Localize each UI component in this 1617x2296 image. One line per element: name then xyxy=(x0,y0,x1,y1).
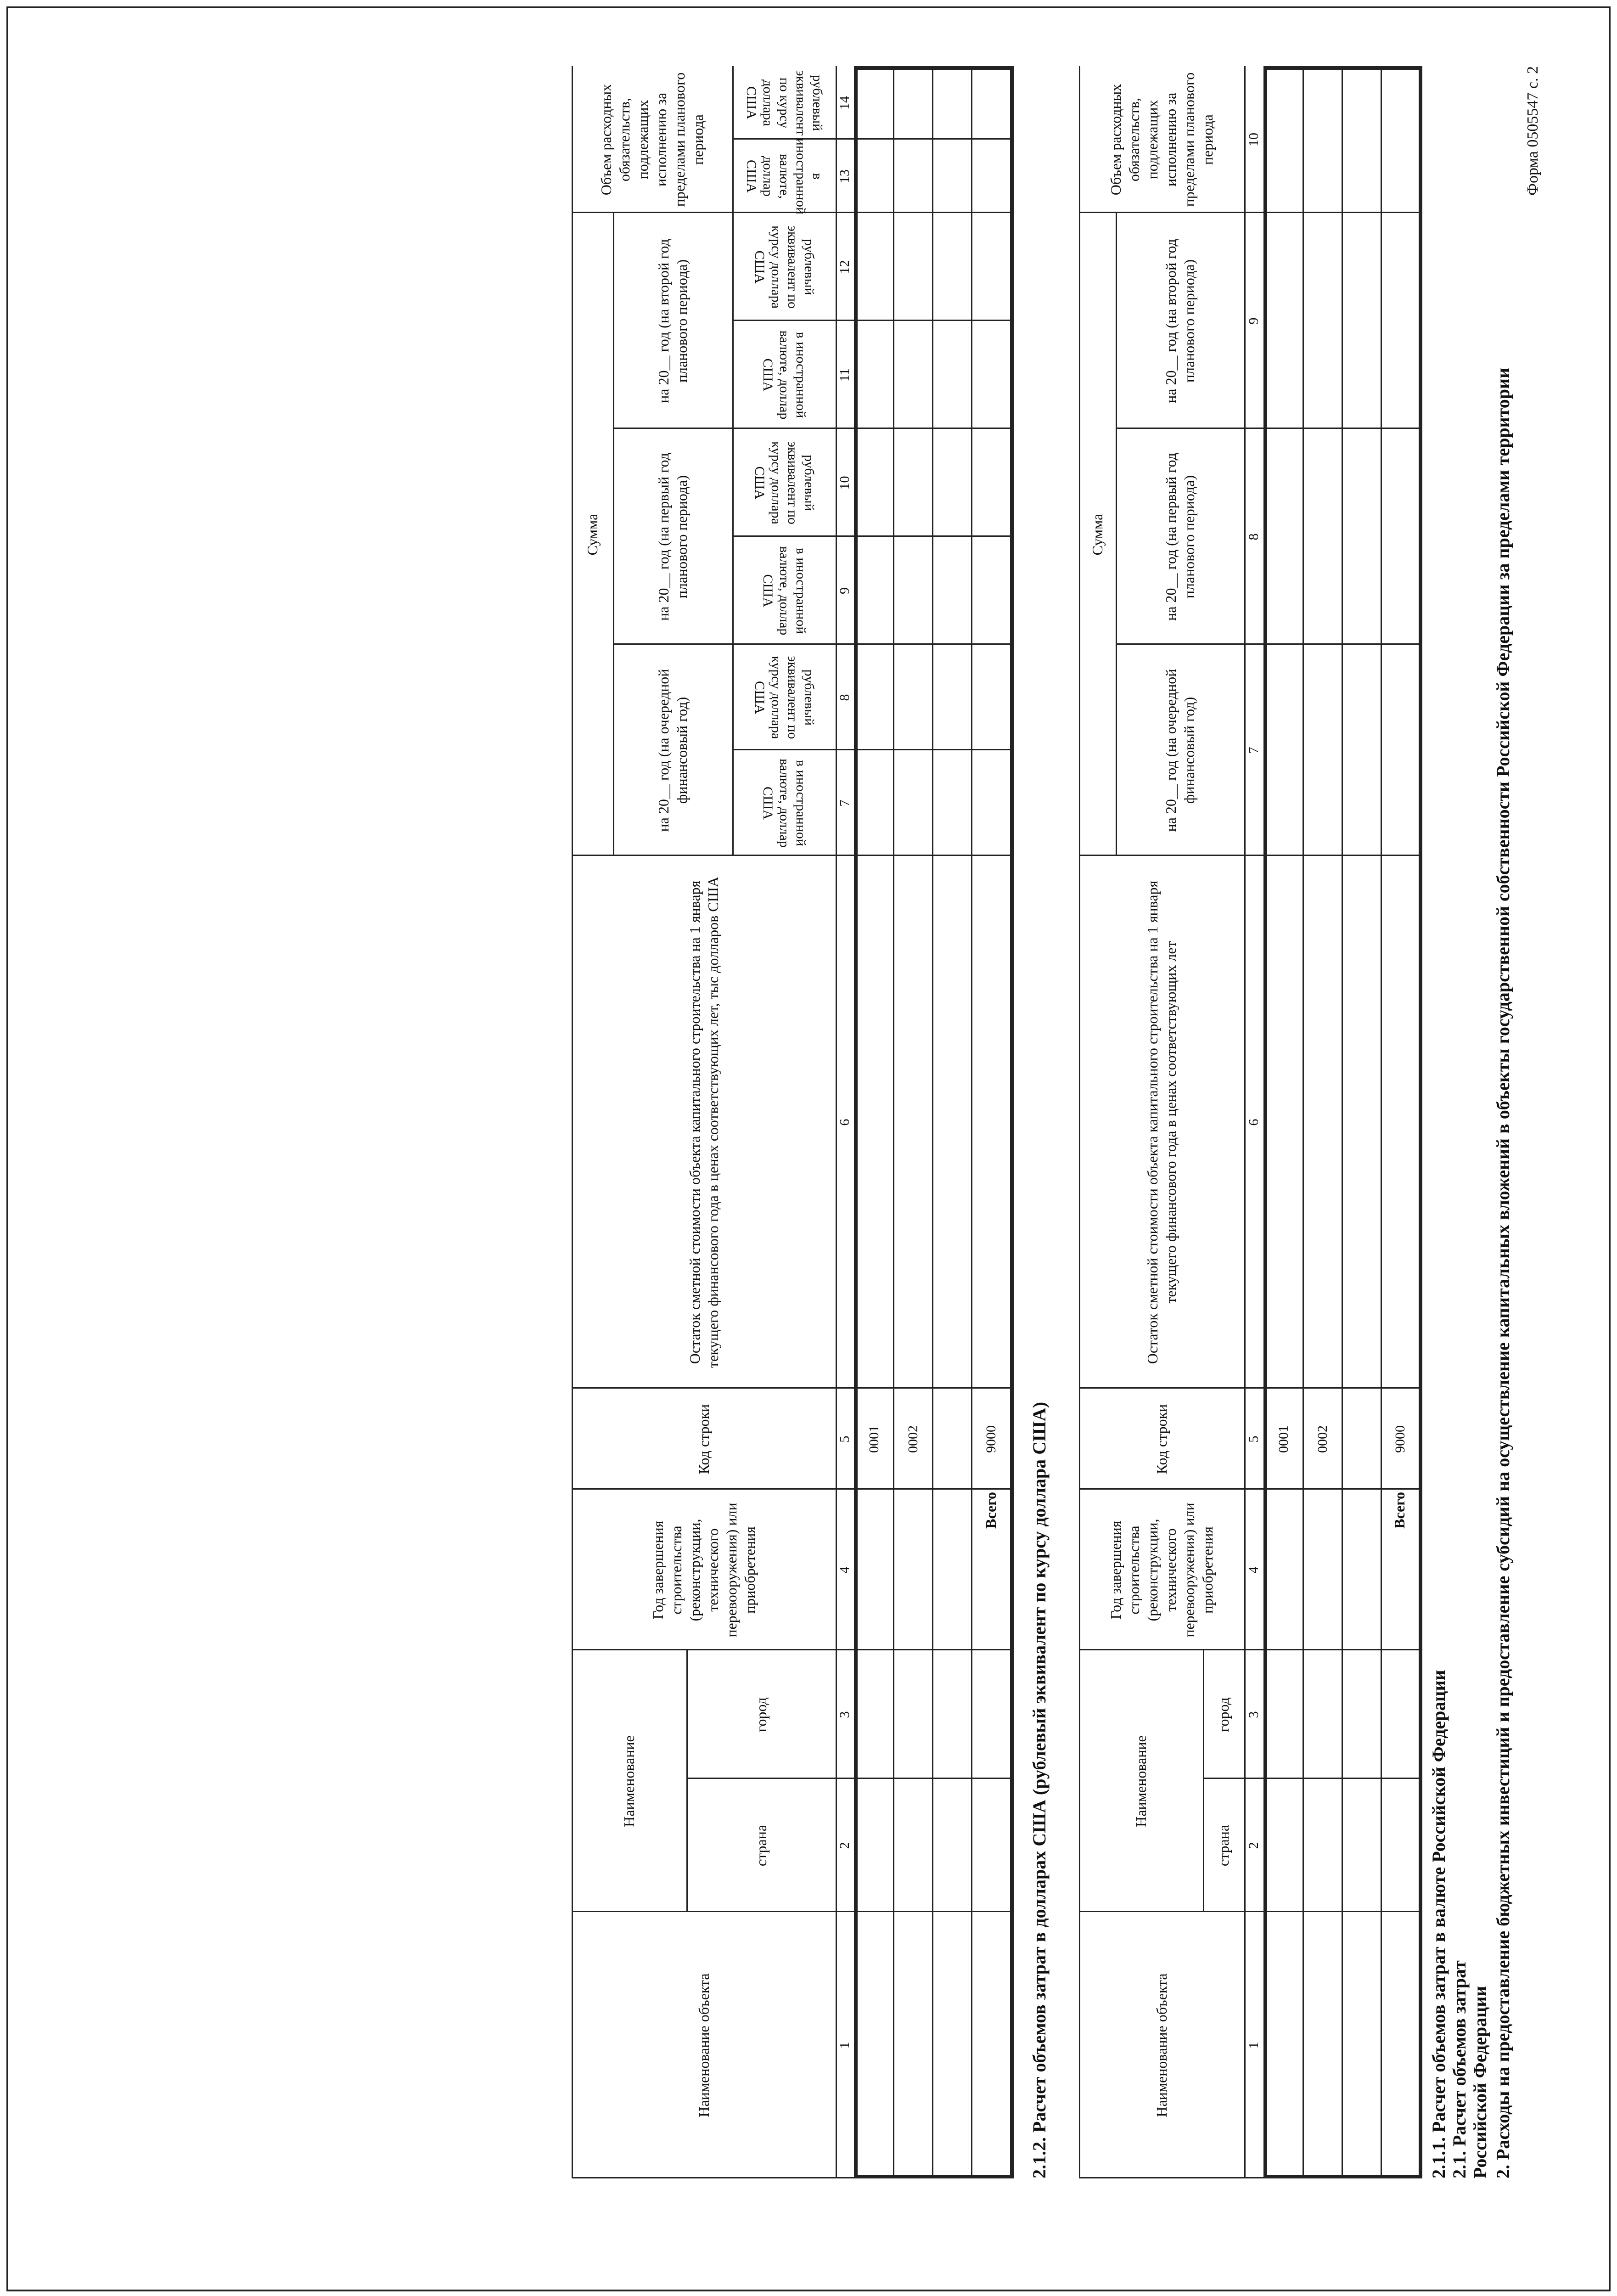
header-remaining-cost: Остаток сметной стоимости объекта капитального строительства на 1 января текущего финансового года в ценах соответствующих лет xyxy=(1144,880,1179,1364)
row-code: 0002 xyxy=(905,1425,921,1453)
subsection-2-1: 2.1. Расчет объемов затрат xyxy=(1449,1960,1470,2178)
column-number: 1 xyxy=(837,2042,852,2049)
header-year-3: на 20__ год (на второй год планового периода) xyxy=(1162,239,1197,403)
section-title: 2. Расходы на предоставление бюджетных инвестиций и предоставление субсидий на осуществление капитальных вложений в объекты государственной собственности Российской Федерации за пределами территории xyxy=(1493,367,1513,2178)
table-2-1-1 xyxy=(1079,66,1428,2178)
row-code: 0002 xyxy=(1315,1425,1330,1453)
header-remaining-cost: Остаток сметной стоимости объекта капитального строительства на 1 января текущего финансового года в ценах соответствующих лет, тыс долларов США xyxy=(686,876,721,1368)
header-year-1: на 20__ год (на очередной финансовый год) xyxy=(1162,669,1197,832)
column-number: 4 xyxy=(837,1566,852,1574)
table-2-1-2 xyxy=(572,66,1017,2178)
header-object-name: Наименование объекта xyxy=(1153,1973,1170,2117)
header-foreign-currency: в иностранной валюте, доллар США xyxy=(760,759,808,848)
header-year-3: на 20__ год (на второй год планового периода) xyxy=(655,239,690,403)
column-number: 3 xyxy=(837,1711,852,1718)
column-number: 10 xyxy=(837,476,852,490)
header-ruble-equivalent: рублевый эквивалент по курсу доллара США xyxy=(752,225,817,309)
column-number: 1 xyxy=(1246,2042,1261,2049)
column-number: 8 xyxy=(837,694,852,701)
header-sum: Сумма xyxy=(584,513,601,556)
header-ruble-equivalent: рублевый эквивалент по курсу доллара США xyxy=(752,656,817,739)
section-title-cont: Российской Федерации xyxy=(1470,1986,1490,2178)
header-beyond-period: Объем расходных обязательств, подлежащих исполнению за пределами планового периода xyxy=(598,72,706,207)
header-sum: Сумма xyxy=(1089,513,1106,556)
column-number: 7 xyxy=(837,799,852,807)
column-number: 9 xyxy=(1246,317,1261,325)
column-number: 9 xyxy=(837,587,852,594)
row-code: 9000 xyxy=(1392,1425,1408,1453)
column-number: 7 xyxy=(1246,747,1261,754)
column-number: 8 xyxy=(1246,533,1261,540)
column-number: 5 xyxy=(837,1435,852,1443)
column-number: 6 xyxy=(837,1119,852,1126)
header-foreign-currency: в иностранной валюте, доллар США xyxy=(760,546,808,636)
header-city: город xyxy=(1215,1697,1232,1732)
column-number: 6 xyxy=(1246,1119,1261,1126)
column-number: 12 xyxy=(837,260,852,274)
header-year-2: на 20__ год (на первый год планового периода) xyxy=(1162,453,1197,621)
header-completion-year: Год завершения строительства (реконструкции, технического перевооружения) или приобретения xyxy=(1107,1503,1216,1638)
form-number: Форма 0505547 с. 2 xyxy=(1524,66,1541,196)
row-code: 0001 xyxy=(1276,1425,1291,1453)
column-number: 11 xyxy=(837,368,852,382)
header-city: город xyxy=(752,1697,769,1732)
header-object-name: Наименование объекта xyxy=(695,1973,712,2117)
column-number: 10 xyxy=(1246,133,1261,146)
total-label: Всего xyxy=(1391,1492,1408,1529)
column-number: 13 xyxy=(837,169,852,183)
header-country: страна xyxy=(1215,1824,1232,1867)
header-foreign-currency: в иностранной валюте, доллар США xyxy=(760,330,808,420)
header-year-2: на 20__ год (на первый год планового периода) xyxy=(655,453,690,621)
row-code: 0001 xyxy=(866,1425,881,1453)
column-number: 2 xyxy=(837,1842,852,1849)
header-name: Наименование xyxy=(1133,1735,1149,1827)
header-foreign-currency: в иностранной валюте, доллар США xyxy=(743,138,825,215)
subsection-2-1-2: 2.1.2. Расчет объемов затрат в долларах США (рублевый эквивалент по курсу доллара США) xyxy=(1029,1401,1050,2178)
header-row-code: Код строки xyxy=(695,1404,712,1474)
column-number: 14 xyxy=(837,96,852,110)
header-ruble-equivalent: рублевый эквивалент по курсу доллара США xyxy=(743,70,825,136)
header-completion-year: Год завершения строительства (реконструкции, технического перевооружения) или приобретения xyxy=(649,1503,758,1638)
row-code: 9000 xyxy=(983,1425,999,1453)
subsection-2-1-1: 2.1.1. Расчет объемов затрат в валюте Российской Федерации xyxy=(1428,1670,1449,2178)
total-label: Всего xyxy=(983,1492,999,1529)
column-number: 3 xyxy=(1246,1711,1261,1718)
header-country: страна xyxy=(752,1824,769,1867)
header-ruble-equivalent: рублевый эквивалент по курсу доллара США xyxy=(752,441,817,525)
header-name: Наименование xyxy=(621,1735,637,1827)
header-year-1: на 20__ год (на очередной финансовый год) xyxy=(655,669,690,832)
header-row-code: Код строки xyxy=(1153,1404,1170,1474)
column-number: 5 xyxy=(1246,1435,1261,1443)
column-number: 4 xyxy=(1246,1566,1261,1574)
column-number: 2 xyxy=(1246,1842,1261,1849)
header-beyond-period: Объем расходных обязательств, подлежащих исполнению за пределами планового периода xyxy=(1107,72,1216,207)
